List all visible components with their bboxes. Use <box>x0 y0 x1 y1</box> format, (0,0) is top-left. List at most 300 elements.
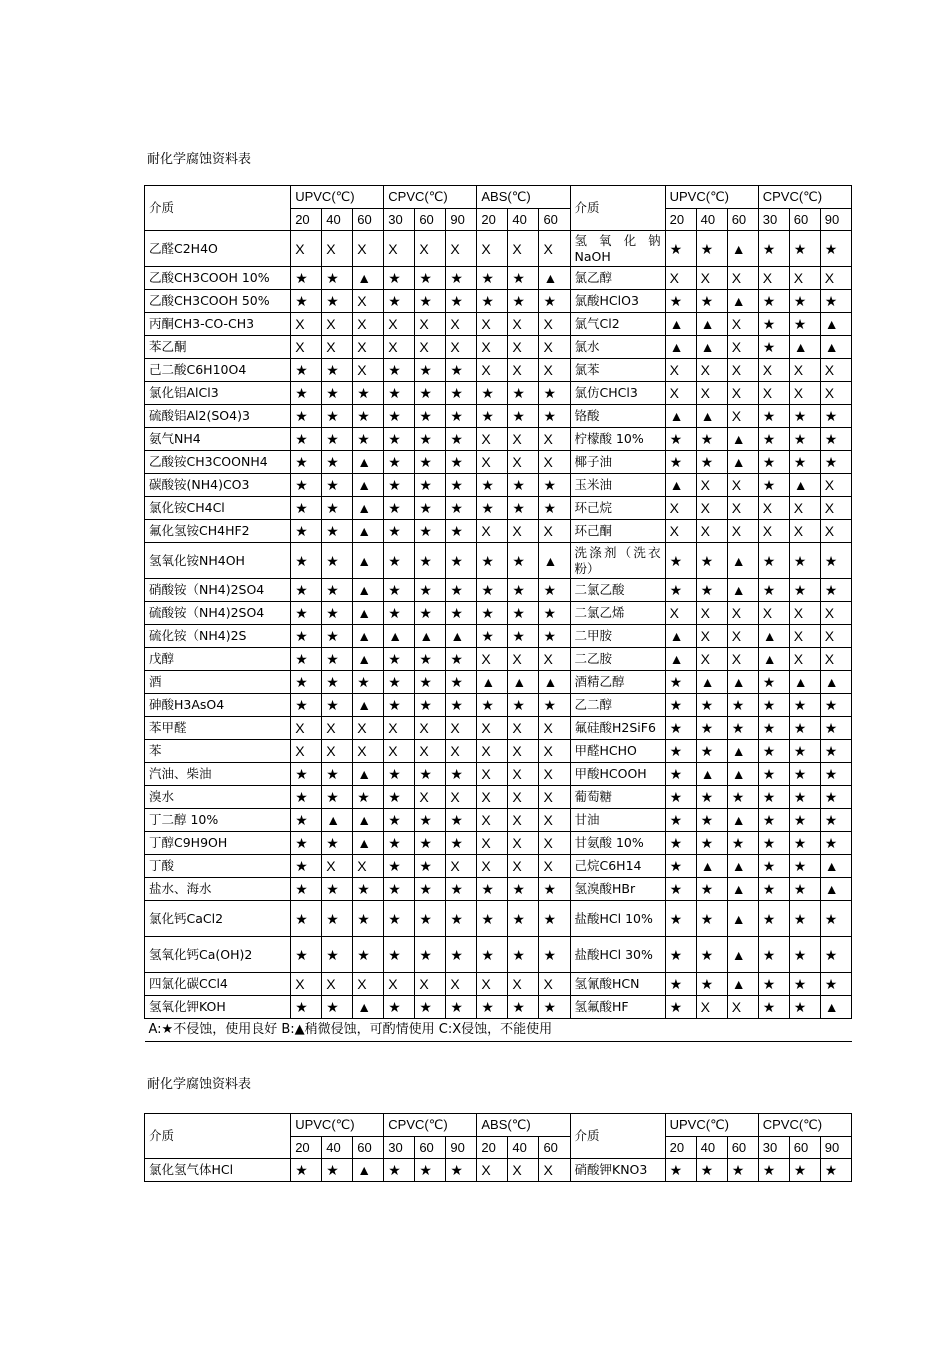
rating-cell: ★ <box>446 405 477 428</box>
rating-cell: X <box>696 497 727 520</box>
rating-cell: ★ <box>477 694 508 717</box>
rating-cell: ▲ <box>789 474 820 497</box>
rating-cell: X <box>789 382 820 405</box>
rating-cell: ★ <box>415 996 446 1019</box>
table-row <box>145 428 852 451</box>
rating-cell: ★ <box>696 717 727 740</box>
rating-cell: ★ <box>758 809 789 832</box>
rating-cell: X <box>477 313 508 336</box>
rating-cell: ★ <box>384 267 415 290</box>
rating-cell: ★ <box>789 740 820 763</box>
rating-cell: ★ <box>415 602 446 625</box>
rating-cell: X <box>539 648 570 671</box>
rating-cell: ★ <box>820 901 851 937</box>
rating-cell: ★ <box>665 543 696 579</box>
rating-cell: ★ <box>291 543 322 579</box>
rating-cell: X <box>415 973 446 996</box>
temperature-header: 30 <box>384 1137 415 1159</box>
rating-cell: ★ <box>446 267 477 290</box>
rating-cell: ★ <box>789 832 820 855</box>
rating-cell: X <box>415 717 446 740</box>
rating-cell: ★ <box>322 428 353 451</box>
rating-cell: ★ <box>291 290 322 313</box>
rating-cell: ★ <box>508 602 539 625</box>
medium-name: 己烷C6H14 <box>570 855 665 878</box>
rating-cell: ★ <box>820 937 851 973</box>
rating-cell: ★ <box>322 290 353 313</box>
rating-cell: ★ <box>696 740 727 763</box>
rating-cell: X <box>820 267 851 290</box>
temperature-header: 40 <box>322 209 353 231</box>
rating-cell: ★ <box>384 1159 415 1182</box>
rating-cell: X <box>508 1159 539 1182</box>
rating-cell: X <box>477 520 508 543</box>
rating-cell: ★ <box>665 901 696 937</box>
rating-cell: X <box>508 520 539 543</box>
rating-cell: ★ <box>696 579 727 602</box>
rating-cell: ▲ <box>727 428 758 451</box>
table-row <box>145 267 852 290</box>
rating-cell: ★ <box>446 832 477 855</box>
medium-name: 氢氧化铵NH4OH <box>145 543 291 579</box>
rating-cell: ★ <box>696 694 727 717</box>
rating-cell: ★ <box>539 474 570 497</box>
rating-cell: ★ <box>322 405 353 428</box>
medium-name: 氯酸HClO3 <box>570 290 665 313</box>
temperature-header: 90 <box>446 1137 477 1159</box>
rating-cell: X <box>508 763 539 786</box>
rating-cell: ★ <box>322 937 353 973</box>
rating-cell: X <box>477 832 508 855</box>
rating-cell: ▲ <box>353 497 384 520</box>
rating-cell: ★ <box>415 520 446 543</box>
rating-cell: ★ <box>446 579 477 602</box>
medium-name: 己二酸C6H10O4 <box>145 359 291 382</box>
rating-cell: ★ <box>539 290 570 313</box>
rating-cell: ▲ <box>539 267 570 290</box>
rating-cell: X <box>508 832 539 855</box>
rating-cell: ★ <box>758 579 789 602</box>
rating-cell: ★ <box>665 937 696 973</box>
rating-cell: ★ <box>758 428 789 451</box>
rating-cell: ▲ <box>665 648 696 671</box>
rating-cell: ★ <box>322 497 353 520</box>
temperature-header: 60 <box>789 209 820 231</box>
rating-cell: X <box>384 313 415 336</box>
rating-cell: ▲ <box>353 579 384 602</box>
rating-cell: X <box>665 267 696 290</box>
rating-cell: X <box>291 336 322 359</box>
rating-cell: ▲ <box>353 543 384 579</box>
rating-cell: ★ <box>384 937 415 973</box>
rating-cell: ★ <box>665 786 696 809</box>
table-row <box>145 405 852 428</box>
rating-cell: X <box>322 973 353 996</box>
rating-cell: ★ <box>477 497 508 520</box>
rating-cell: ▲ <box>727 937 758 973</box>
table-row <box>145 973 852 996</box>
rating-cell: ★ <box>820 543 851 579</box>
rating-cell: ★ <box>415 878 446 901</box>
rating-cell: ★ <box>322 878 353 901</box>
rating-cell: ★ <box>384 382 415 405</box>
rating-cell: ★ <box>820 231 851 267</box>
rating-cell: ★ <box>758 290 789 313</box>
rating-cell: X <box>665 359 696 382</box>
rating-cell: X <box>820 359 851 382</box>
rating-cell: ★ <box>508 901 539 937</box>
medium-name: 洗涤剂（洗衣粉） <box>570 543 665 579</box>
rating-cell: X <box>291 231 322 267</box>
rating-cell: X <box>446 231 477 267</box>
rating-cell: ★ <box>758 405 789 428</box>
rating-cell: ★ <box>696 290 727 313</box>
temperature-header: 90 <box>446 209 477 231</box>
rating-cell: ★ <box>477 625 508 648</box>
medium-name: 葡萄糖 <box>570 786 665 809</box>
rating-cell: ★ <box>322 267 353 290</box>
medium-name: 乙醛C2H4O <box>145 231 291 267</box>
rating-cell: X <box>665 382 696 405</box>
rating-cell: ★ <box>758 231 789 267</box>
rating-cell: ★ <box>789 428 820 451</box>
rating-cell: ★ <box>665 855 696 878</box>
rating-cell: X <box>384 717 415 740</box>
rating-cell: ★ <box>789 231 820 267</box>
rating-cell: X <box>727 996 758 1019</box>
rating-cell: ★ <box>820 1159 851 1182</box>
rating-cell: ★ <box>758 996 789 1019</box>
rating-cell: ★ <box>789 694 820 717</box>
rating-cell: ▲ <box>353 832 384 855</box>
material-group-header: UPVC(℃) <box>291 1114 384 1137</box>
medium-name: 丁二醇 10% <box>145 809 291 832</box>
rating-cell: ★ <box>384 996 415 1019</box>
rating-cell: X <box>508 359 539 382</box>
rating-cell: X <box>696 359 727 382</box>
rating-cell: X <box>820 602 851 625</box>
rating-cell: X <box>322 740 353 763</box>
rating-cell: ★ <box>665 973 696 996</box>
rating-cell: ★ <box>508 290 539 313</box>
rating-cell: ★ <box>291 648 322 671</box>
medium-name: 甘氨酸 10% <box>570 832 665 855</box>
material-group-header: CPVC(℃) <box>758 1114 851 1137</box>
rating-cell: ★ <box>665 671 696 694</box>
rating-cell: ★ <box>384 855 415 878</box>
rating-cell: ★ <box>384 648 415 671</box>
rating-cell: X <box>665 497 696 520</box>
rating-cell: ★ <box>539 901 570 937</box>
rating-cell: ★ <box>446 937 477 973</box>
rating-cell: ★ <box>446 428 477 451</box>
rating-cell: ▲ <box>820 336 851 359</box>
temperature-header: 20 <box>665 1137 696 1159</box>
rating-cell: ★ <box>727 786 758 809</box>
table-row <box>145 336 852 359</box>
rating-cell: ★ <box>665 996 696 1019</box>
rating-cell: ▲ <box>820 855 851 878</box>
rating-cell: ▲ <box>353 267 384 290</box>
rating-cell: X <box>353 740 384 763</box>
rating-cell: ★ <box>539 878 570 901</box>
rating-cell: ▲ <box>727 763 758 786</box>
rating-cell: ★ <box>291 937 322 973</box>
rating-cell: X <box>353 855 384 878</box>
rating-cell: ▲ <box>353 474 384 497</box>
rating-cell: ★ <box>384 901 415 937</box>
rating-cell: ▲ <box>727 809 758 832</box>
rating-cell: ▲ <box>665 405 696 428</box>
temperature-header: 20 <box>477 209 508 231</box>
rating-cell: ★ <box>508 694 539 717</box>
medium-name: 乙二醇 <box>570 694 665 717</box>
rating-cell: ★ <box>477 405 508 428</box>
rating-cell: ★ <box>727 832 758 855</box>
rating-cell: X <box>696 648 727 671</box>
rating-cell: ★ <box>477 579 508 602</box>
rating-cell: ★ <box>446 382 477 405</box>
medium-name: 氢氧化钙Ca(OH)2 <box>145 937 291 973</box>
rating-cell: ★ <box>820 740 851 763</box>
rating-cell: ★ <box>696 428 727 451</box>
rating-cell: ★ <box>384 428 415 451</box>
rating-cell: ★ <box>820 786 851 809</box>
rating-cell: ★ <box>665 878 696 901</box>
medium-name: 甲醛HCHO <box>570 740 665 763</box>
rating-cell: X <box>539 520 570 543</box>
rating-cell: ★ <box>291 579 322 602</box>
rating-cell: ★ <box>446 451 477 474</box>
rating-cell: ★ <box>696 973 727 996</box>
rating-cell: ★ <box>696 231 727 267</box>
rating-cell: X <box>477 717 508 740</box>
rating-cell: ★ <box>508 996 539 1019</box>
rating-cell: ★ <box>665 1159 696 1182</box>
temperature-header: 60 <box>789 1137 820 1159</box>
medium-name: 汽油、柴油 <box>145 763 291 786</box>
rating-cell: ★ <box>322 520 353 543</box>
rating-cell: ★ <box>727 694 758 717</box>
rating-cell: ★ <box>384 694 415 717</box>
rating-cell: ★ <box>477 901 508 937</box>
temperature-header: 40 <box>508 1137 539 1159</box>
rating-cell: ★ <box>696 543 727 579</box>
rating-cell: ▲ <box>353 763 384 786</box>
rating-cell: ★ <box>789 579 820 602</box>
legend-note: A:★不侵蚀，使用良好 B:▲稍微侵蚀，可酌情使用 C:X侵蚀，不能使用 <box>145 1019 852 1042</box>
rating-cell: X <box>696 474 727 497</box>
rating-cell: ▲ <box>322 809 353 832</box>
rating-cell: ★ <box>415 648 446 671</box>
rating-cell: ★ <box>665 809 696 832</box>
rating-cell: ★ <box>446 901 477 937</box>
rating-cell: ★ <box>353 382 384 405</box>
rating-cell: ▲ <box>789 671 820 694</box>
rating-cell: ★ <box>446 763 477 786</box>
temperature-header: 20 <box>665 209 696 231</box>
temperature-header: 60 <box>539 1137 570 1159</box>
rating-cell: X <box>696 267 727 290</box>
rating-cell: X <box>415 786 446 809</box>
rating-cell: ▲ <box>353 520 384 543</box>
temperature-header: 60 <box>353 209 384 231</box>
table-row <box>145 579 852 602</box>
rating-cell: ★ <box>415 451 446 474</box>
rating-cell: ★ <box>696 1159 727 1182</box>
rating-cell: X <box>820 497 851 520</box>
temperature-header: 40 <box>696 1137 727 1159</box>
rating-cell: ★ <box>508 625 539 648</box>
rating-cell: ▲ <box>727 973 758 996</box>
rating-cell: ★ <box>384 405 415 428</box>
rating-cell: X <box>477 1159 508 1182</box>
rating-cell: X <box>789 648 820 671</box>
rating-cell: ▲ <box>696 405 727 428</box>
table-row <box>145 497 852 520</box>
rating-cell: ★ <box>696 451 727 474</box>
rating-cell: X <box>415 231 446 267</box>
rating-cell: ★ <box>508 382 539 405</box>
rating-cell: ★ <box>322 648 353 671</box>
rating-cell: ▲ <box>727 579 758 602</box>
rating-cell: ★ <box>415 405 446 428</box>
rating-cell: ★ <box>291 809 322 832</box>
rating-cell: X <box>508 313 539 336</box>
rating-cell: ★ <box>820 717 851 740</box>
rating-cell: X <box>508 786 539 809</box>
rating-cell: ★ <box>446 543 477 579</box>
rating-cell: ▲ <box>353 625 384 648</box>
rating-cell: ★ <box>508 474 539 497</box>
rating-cell: X <box>446 740 477 763</box>
rating-cell: ★ <box>758 763 789 786</box>
rating-cell: X <box>665 520 696 543</box>
rating-cell: ★ <box>820 405 851 428</box>
temperature-header: 60 <box>539 209 570 231</box>
rating-cell: ▲ <box>665 336 696 359</box>
rating-cell: ▲ <box>353 648 384 671</box>
rating-cell: X <box>415 740 446 763</box>
rating-cell: ★ <box>758 740 789 763</box>
rating-cell: X <box>758 359 789 382</box>
rating-cell: ★ <box>291 267 322 290</box>
medium-name: 氢氧化钠NaOH <box>570 231 665 267</box>
medium-name: 氯乙醇 <box>570 267 665 290</box>
rating-cell: ★ <box>291 671 322 694</box>
rating-cell: ★ <box>789 313 820 336</box>
rating-cell: ★ <box>291 520 322 543</box>
medium-name: 酒 <box>145 671 291 694</box>
medium-name: 氯化氢气体HCl <box>145 1159 291 1182</box>
medium-name: 盐酸HCl 10% <box>570 901 665 937</box>
rating-cell: ★ <box>384 520 415 543</box>
medium-name: 硝酸钾KNO3 <box>570 1159 665 1182</box>
rating-cell: ★ <box>696 937 727 973</box>
medium-name: 铬酸 <box>570 405 665 428</box>
rating-cell: ★ <box>820 290 851 313</box>
rating-cell: X <box>539 740 570 763</box>
rating-cell: X <box>477 740 508 763</box>
material-group-header: UPVC(℃) <box>291 186 384 209</box>
rating-cell: ★ <box>758 878 789 901</box>
rating-cell: X <box>539 451 570 474</box>
medium-name: 环己烷 <box>570 497 665 520</box>
rating-cell: ★ <box>291 625 322 648</box>
medium-name: 硝酸铵（NH4)2SO4 <box>145 579 291 602</box>
temperature-header: 20 <box>291 209 322 231</box>
rating-cell: ★ <box>758 937 789 973</box>
rating-cell: ★ <box>789 451 820 474</box>
rating-cell: X <box>291 973 322 996</box>
rating-cell: ▲ <box>446 625 477 648</box>
medium-name: 氟硅酸H2SiF6 <box>570 717 665 740</box>
rating-cell: ★ <box>291 763 322 786</box>
rating-cell: ★ <box>539 579 570 602</box>
rating-cell: ★ <box>415 267 446 290</box>
rating-cell: X <box>758 497 789 520</box>
table-row <box>145 855 852 878</box>
rating-cell: X <box>539 832 570 855</box>
rating-cell: ▲ <box>353 996 384 1019</box>
rating-cell: X <box>789 625 820 648</box>
rating-cell: ★ <box>820 694 851 717</box>
rating-cell: ▲ <box>508 671 539 694</box>
rating-cell: ▲ <box>696 763 727 786</box>
temperature-header: 60 <box>415 1137 446 1159</box>
rating-cell: ▲ <box>727 543 758 579</box>
rating-cell: ★ <box>665 451 696 474</box>
rating-cell: ★ <box>291 855 322 878</box>
rating-cell: ★ <box>758 474 789 497</box>
rating-cell: ★ <box>789 855 820 878</box>
rating-cell: ★ <box>820 763 851 786</box>
table-row <box>145 832 852 855</box>
rating-cell: ▲ <box>353 1159 384 1182</box>
material-group-header: CPVC(℃) <box>758 186 851 209</box>
rating-cell: ★ <box>820 809 851 832</box>
rating-cell: ★ <box>508 579 539 602</box>
rating-cell: ★ <box>415 809 446 832</box>
rating-cell: ★ <box>789 973 820 996</box>
rating-cell: ▲ <box>820 671 851 694</box>
table-row <box>145 1159 852 1182</box>
medium-header: 介质 <box>145 1114 291 1159</box>
rating-cell: ★ <box>291 694 322 717</box>
rating-cell: ★ <box>446 694 477 717</box>
rating-cell: X <box>353 231 384 267</box>
rating-cell: ★ <box>539 937 570 973</box>
rating-cell: X <box>446 313 477 336</box>
rating-cell: X <box>727 313 758 336</box>
medium-name: 盐酸HCl 30% <box>570 937 665 973</box>
rating-cell: ★ <box>353 937 384 973</box>
rating-cell: ▲ <box>727 451 758 474</box>
table-row <box>145 359 852 382</box>
rating-cell: ▲ <box>727 855 758 878</box>
rating-cell: ★ <box>789 878 820 901</box>
rating-cell: X <box>696 625 727 648</box>
rating-cell: ★ <box>384 359 415 382</box>
temperature-header: 40 <box>696 209 727 231</box>
rating-cell: ★ <box>322 901 353 937</box>
table-row <box>145 671 852 694</box>
rating-cell: X <box>820 625 851 648</box>
rating-cell: ★ <box>727 717 758 740</box>
rating-cell: X <box>508 648 539 671</box>
table-row <box>145 474 852 497</box>
rating-cell: ★ <box>384 832 415 855</box>
